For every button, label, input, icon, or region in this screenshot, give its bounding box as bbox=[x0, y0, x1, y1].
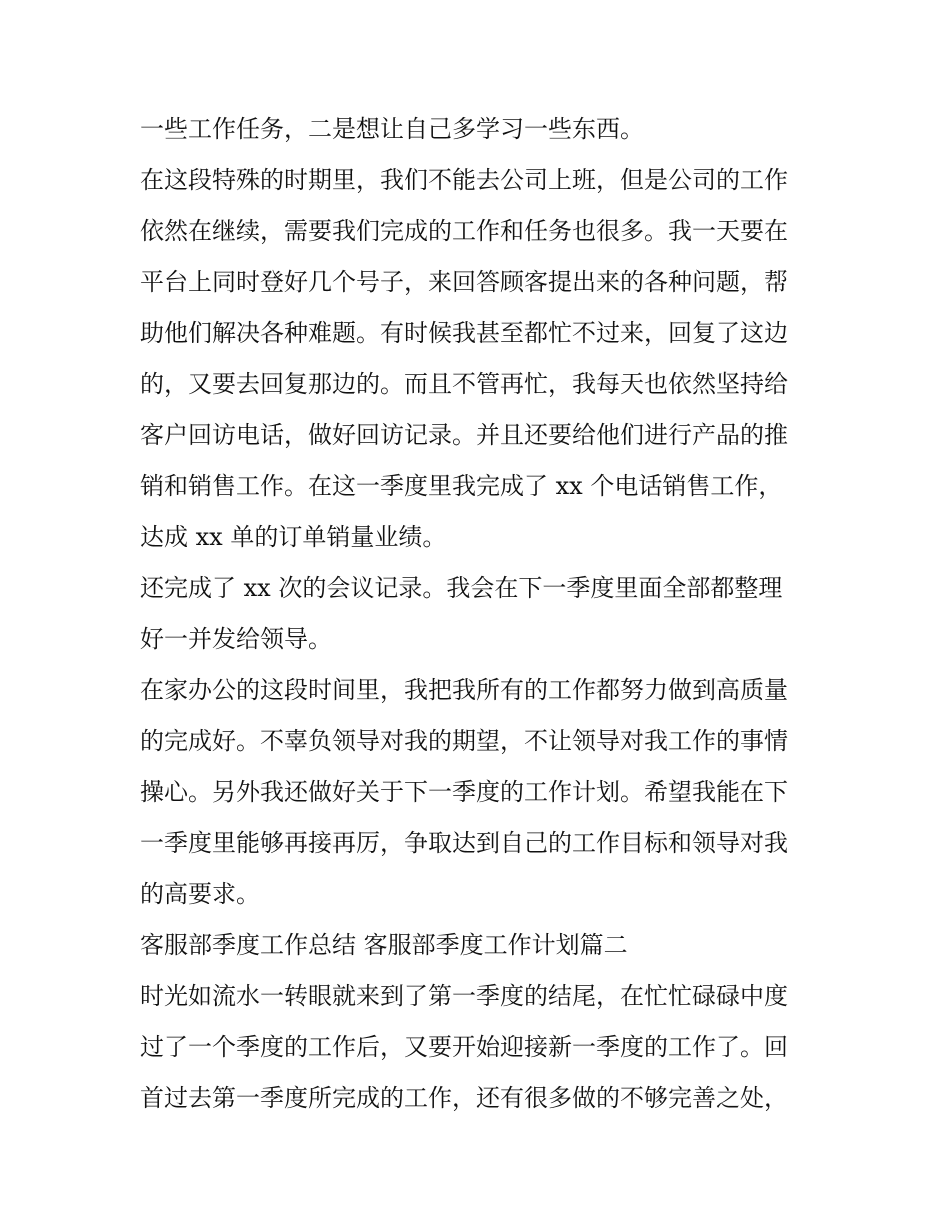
text-line: 的完成好。不辜负领导对我的期望，不让领导对我工作的事情 bbox=[140, 727, 788, 755]
document-body bbox=[140, 104, 830, 1124]
text-line: 依然在继续，需要我们完成的工作和任务也很多。我一天要在 bbox=[140, 217, 788, 245]
text-line: 销和销售工作。在这一季度里我完成了 xx 个电话销售工作， bbox=[140, 472, 783, 500]
text-line: 好一并发给领导。 bbox=[140, 625, 332, 653]
text-line: 操心。另外我还做好关于下一季度的工作计划。希望我能在下 bbox=[140, 778, 788, 806]
text-line: 一季度里能够再接再厉，争取达到自己的工作目标和领导对我 bbox=[140, 829, 788, 857]
text-line: 过了一个季度的工作后，又要开始迎接新一季度的工作了。回 bbox=[140, 1033, 788, 1061]
text-line: 的，又要去回复那边的。而且不管再忙，我每天也依然坚持给 bbox=[140, 370, 788, 398]
text-line: 的高要求。 bbox=[140, 880, 260, 908]
text-line: 平台上同时登好几个号子，来回答顾客提出来的各种问题，帮 bbox=[140, 268, 788, 296]
text-line: 在家办公的这段时间里，我把我所有的工作都努力做到高质量 bbox=[140, 676, 788, 704]
text-line: 一些工作任务，二是想让自己多学习一些东西。 bbox=[140, 115, 644, 143]
text-line: 客户回访电话，做好回访记录。并且还要给他们进行产品的推 bbox=[140, 421, 788, 449]
section-heading: 客服部季度工作总结 客服部季度工作计划篇二 bbox=[140, 931, 628, 959]
text-line: 还完成了 xx 次的会议记录。我会在下一季度里面全部都整理 bbox=[140, 574, 783, 602]
text-line: 时光如流水一转眼就来到了第一季度的结尾，在忙忙碌碌中度 bbox=[140, 982, 788, 1010]
text-line: 助他们解决各种难题。有时候我甚至都忙不过来，回复了这边 bbox=[140, 319, 788, 347]
text-line: 在这段特殊的时期里，我们不能去公司上班，但是公司的工作 bbox=[140, 166, 788, 194]
text-line: 首过去第一季度所完成的工作，还有很多做的不够完善之处， bbox=[140, 1084, 788, 1112]
text-line: 达成 xx 单的订单销量业绩。 bbox=[140, 523, 447, 551]
